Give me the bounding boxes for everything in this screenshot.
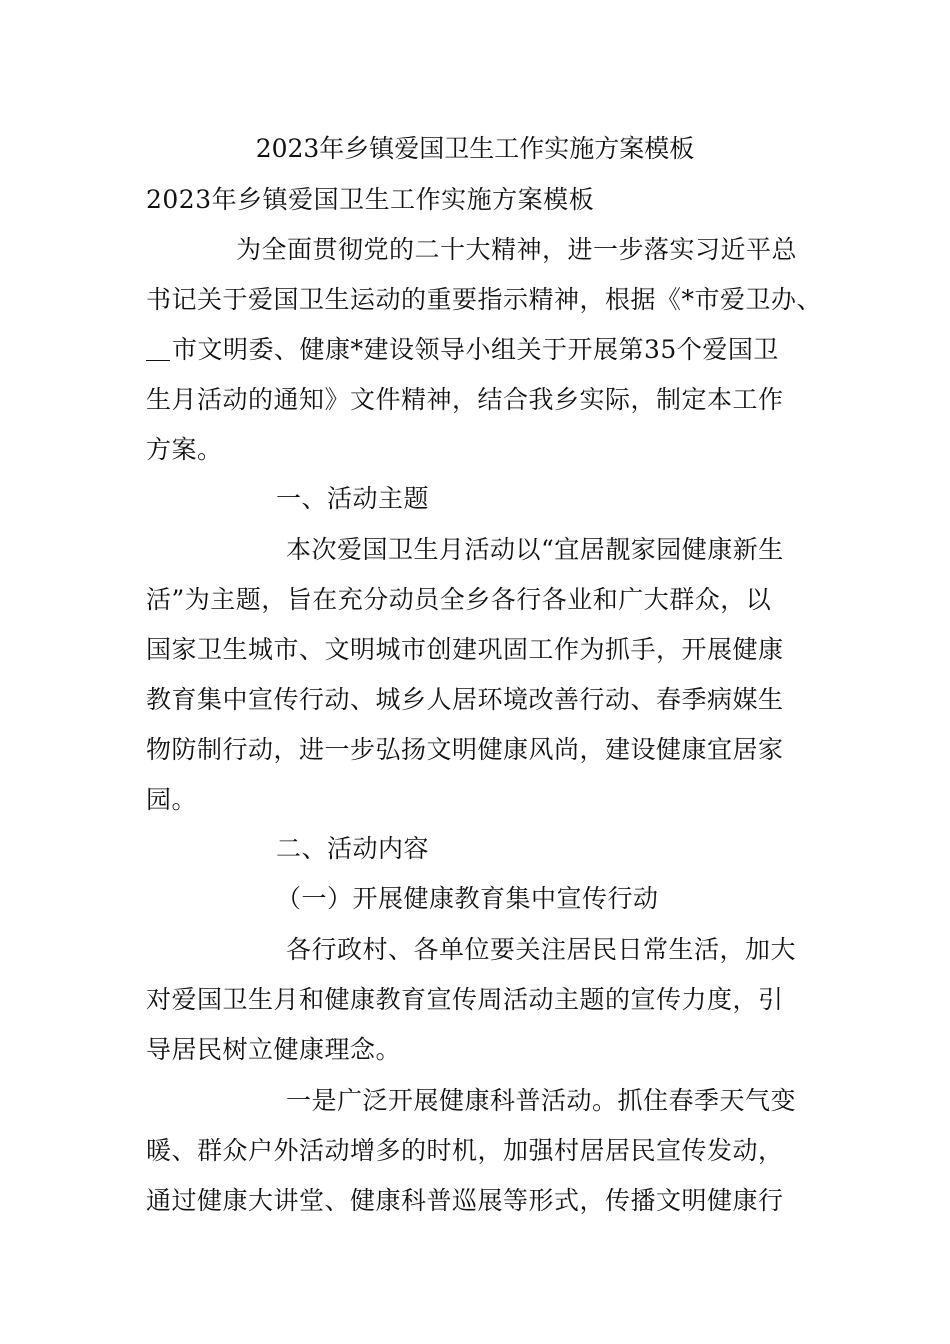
subsection1-heading: （一）开展健康教育集中宣传行动 bbox=[276, 884, 659, 913]
subsection1-line-3: 导居民树立健康理念。 bbox=[146, 1035, 402, 1064]
intro-line-2: 书记关于爱国卫生运动的重要指示精神，根据《*市爱卫办、 bbox=[146, 285, 823, 314]
section1-heading: 一、活动主题 bbox=[276, 484, 430, 513]
subsection1-line-2: 对爱国卫生月和健康教育宣传周活动主题的宣传力度，引 bbox=[146, 985, 784, 1014]
section1-line-2: 活”为主题，旨在充分动员全乡各行各业和广大群众，以 bbox=[146, 585, 772, 614]
underline-blank bbox=[146, 338, 170, 361]
intro-line-1: 为全面贯彻党的二十大精神，进一步落实习近平总 bbox=[236, 235, 798, 264]
document-title-centered: 2023年乡镇爱国卫生工作实施方案模板 bbox=[255, 134, 695, 163]
intro-line-3 bbox=[146, 335, 779, 365]
item1-line-2: 暖、群众户外活动增多的时机，加强村居居民宣传发动， bbox=[146, 1136, 784, 1165]
intro-line-4: 生月活动的通知》文件精神，结合我乡实际，制定本工作 bbox=[146, 385, 784, 414]
intro-line-3-text: 市文明委、健康*建设领导小组关于开展第35个爱国卫 bbox=[172, 335, 779, 364]
item1-line-1: 一是广泛开展健康科普活动。抓住春季天气变 bbox=[286, 1086, 797, 1115]
subsection1-line-1: 各行政村、各单位要关注居民日常生活，加大 bbox=[286, 935, 797, 964]
document-title-left: 2023年乡镇爱国卫生工作实施方案模板 bbox=[146, 185, 595, 214]
intro-line-5: 方案。 bbox=[146, 435, 223, 464]
section1-line-3: 国家卫生城市、文明城市创建巩固工作为抓手，开展健康 bbox=[146, 635, 784, 664]
item1-line-3: 通过健康大讲堂、健康科普巡展等形式，传播文明健康行 bbox=[146, 1186, 784, 1215]
section1-line-4: 教育集中宣传行动、城乡人居环境改善行动、春季病媒生 bbox=[146, 685, 784, 714]
section2-heading: 二、活动内容 bbox=[276, 834, 430, 863]
section1-line-5: 物防制行动，进一步弘扬文明健康风尚，建设健康宜居家 bbox=[146, 735, 784, 764]
section1-line-6: 园。 bbox=[146, 785, 198, 814]
section1-line-1: 本次爱国卫生月活动以“宜居靓家园健康新生 bbox=[286, 535, 784, 564]
